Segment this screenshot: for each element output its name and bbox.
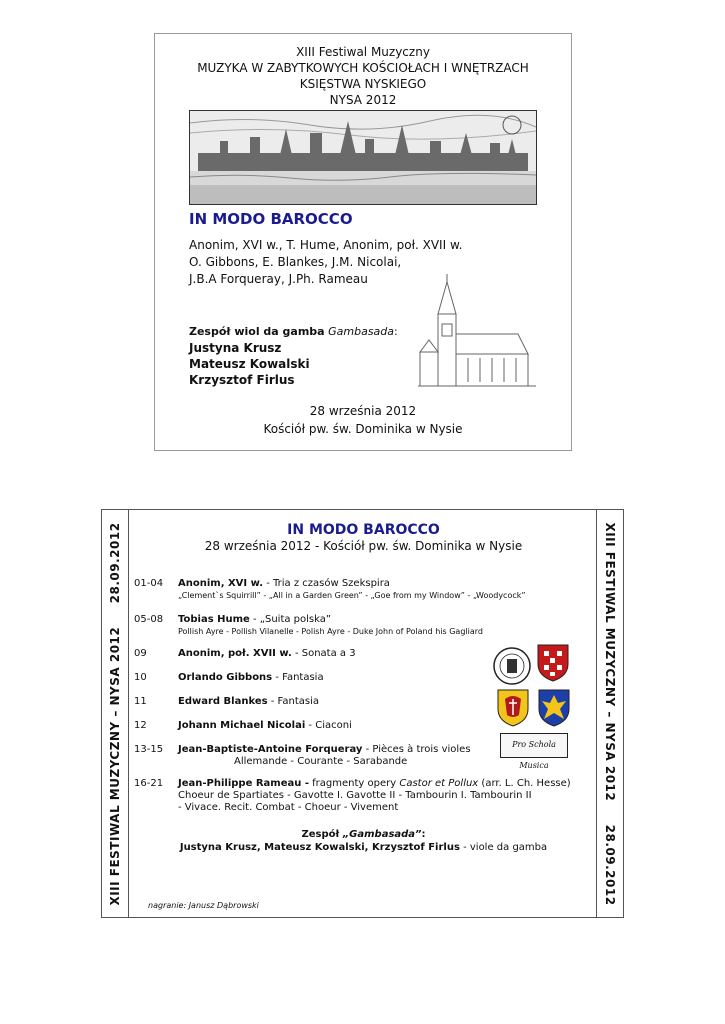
item-number: 16-21 [134, 778, 164, 789]
side-strip-left [102, 510, 129, 917]
member-name: Mateusz Kowalski [189, 357, 310, 371]
item-work: - Fantasia [272, 672, 324, 683]
member-name: Justyna Krusz [189, 341, 282, 355]
composer-line: J.B.A Forqueray, J.Ph. Rameau [189, 272, 368, 286]
item-composer: Jean-Philippe Rameau - [178, 778, 309, 789]
coat-of-arms-nysa [537, 644, 569, 686]
ensemble-prefix: Zespół [301, 829, 343, 840]
program-title: IN MODO BAROCCO [287, 522, 440, 538]
item-work: - Fantasia [267, 696, 320, 707]
item-number: 13-15 [134, 744, 164, 755]
leaflet-cover [154, 33, 572, 451]
ensemble-label: Zespół wiol da gamba [189, 325, 325, 338]
item-work: fragmenty opery [308, 778, 400, 789]
item-movements: Allemande - Courante - Sarabande [234, 756, 408, 767]
item-number: 12 [134, 720, 147, 731]
item-work: - Tria z czasów Szekspira [263, 578, 390, 589]
item-number: 10 [134, 672, 147, 683]
city-year: NYSA 2012 [329, 93, 397, 107]
ensemble-instrument: - viole da gamba [459, 842, 548, 853]
item-composer: Johann Michael Nicolai [178, 720, 306, 731]
composer-line: Anonim, XVI w., T. Hume, Anonim, poł. XVII w. [189, 238, 463, 252]
item-composer: Tobias Hume [178, 614, 250, 625]
item-number: 05-08 [134, 614, 164, 625]
ensemble-members: Justyna Krusz, Mateusz Kowalski, Krzysztof Firlus [179, 842, 460, 853]
ensemble-colon: : [394, 325, 398, 338]
item-work: - Ciaconi [305, 720, 352, 731]
item-composer: Jean-Baptiste-Antoine Forqueray [178, 744, 363, 755]
item-work: - „Suita polska” [249, 614, 332, 625]
item-work: - Pièces à trois violes [362, 744, 471, 755]
side-text-right: XIII FESTIWAL MUZYCZNY – NYSA 2012 28.09.2012 [603, 521, 617, 906]
item-subworks: Pollish Ayre - Pollish Vilanelle - Polish Ayre - Duke John of Poland his Gagliard [178, 627, 483, 636]
item-composer: Anonim, poł. XVII w. [178, 648, 292, 659]
festival-subtitle-1: MUZYKA W ZABYTKOWYCH KOŚCIOŁACH I WNĘTRZACH [197, 61, 529, 75]
item-movements: - Vivace. Recit. Combat - Choeur - Vivement [178, 802, 399, 813]
item-composer: Anonim, XVI w. [178, 578, 264, 589]
ensemble-block [189, 324, 398, 388]
ensemble-name: Gambasada [328, 325, 395, 338]
concert-place: Kościół pw. św. Dominika w Nysie [263, 422, 463, 436]
festival-line: XIII Festiwal Muzyczny [296, 45, 430, 59]
coat-of-arms-opole [538, 689, 570, 731]
item-subworks: „Clement`s Squirrill” - „All in a Garden Green” - „Goe from my Window” - „Woodycock” [178, 591, 526, 600]
coat-of-arms-silesia [497, 689, 529, 731]
festival-seal-emblem [492, 646, 532, 690]
composer-line: O. Gibbons, E. Blankes, J.M. Nicolai, [189, 255, 402, 269]
program-ensemble [128, 828, 599, 854]
ensemble-name: „Gambasada” [342, 829, 422, 840]
item-composer: Edward Blankes [178, 696, 268, 707]
program-subtitle: 28 września 2012 - Kościół pw. św. Dominika w Nysie [204, 539, 523, 553]
item-movements: Choeur de Spartiates - Gavotte I. Gavotte II - Tambourin I. Tambourin II [178, 790, 532, 801]
side-strip-right [596, 510, 623, 917]
sponsor-pro-schola-musica: Pro Schola Musica [500, 733, 568, 758]
item-arranger: (arr. L. Ch. Hesse) [478, 778, 571, 789]
item-number: 01-04 [134, 578, 164, 589]
ensemble-colon: : [421, 829, 426, 840]
church-sketch [418, 274, 536, 392]
concert-date: 28 września 2012 [309, 404, 417, 418]
item-work: - Sonata a 3 [291, 648, 356, 659]
item-opera: Castor et Pollux [399, 778, 479, 789]
city-panorama-engraving [189, 110, 537, 205]
cover-title: IN MODO BAROCCO [189, 210, 353, 228]
member-name: Krzysztof Firlus [189, 373, 295, 387]
item-number: 09 [134, 648, 147, 659]
recording-credit: nagranie: Janusz Dąbrowski [148, 901, 259, 910]
item-number: 11 [134, 696, 147, 707]
festival-subtitle-2: KSIĘSTWA NYSKIEGO [299, 77, 427, 91]
cover-date-place [155, 402, 571, 438]
item-composer: Orlando Gibbons [178, 672, 273, 683]
program-card [101, 509, 624, 918]
side-text-left: XIII FESTIWAL MUZYCZNY – NYSA 2012 28.09.2012 [108, 521, 122, 906]
